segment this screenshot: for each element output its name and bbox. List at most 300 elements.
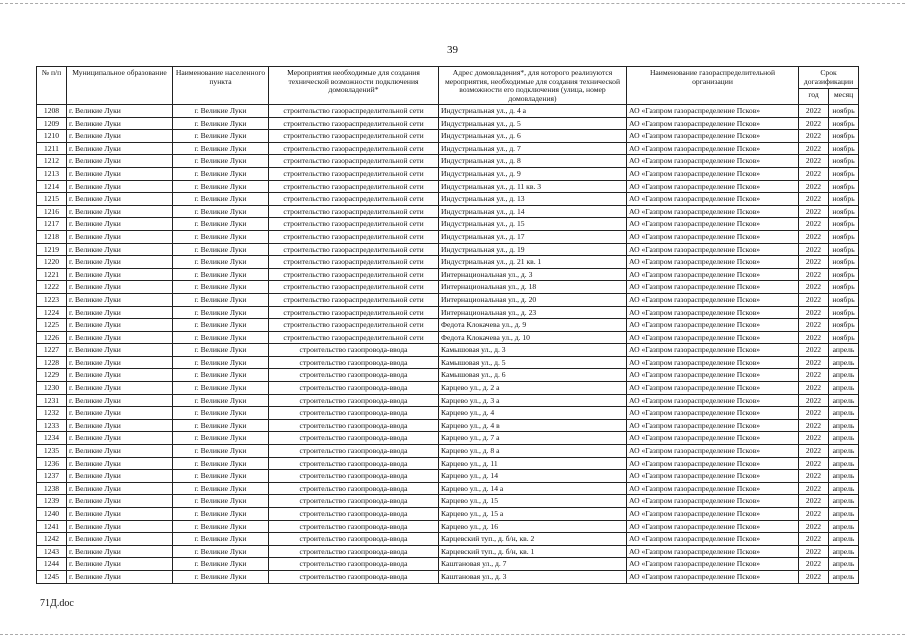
cell-address: Карцевский туп., д. б/н, кв. 2 <box>439 533 627 546</box>
cell-year: 2022 <box>799 508 829 521</box>
cell-settlement: г. Великие Луки <box>173 331 269 344</box>
cell-measures: строительство газопровода-ввода <box>269 382 439 395</box>
cell-municipality: г. Великие Луки <box>67 331 173 344</box>
cell-month: ноябрь <box>829 142 859 155</box>
cell-settlement: г. Великие Луки <box>173 218 269 231</box>
header-deadline: Срок догазификации <box>799 67 859 89</box>
cell-organization: АО «Газпром газораспределение Псков» <box>627 256 799 269</box>
cell-organization: АО «Газпром газораспределение Псков» <box>627 470 799 483</box>
cell-address: Карцево ул., д. 15 а <box>439 508 627 521</box>
cell-address: Индустриальная ул., д. 4 а <box>439 105 627 118</box>
cell-month: апрель <box>829 533 859 546</box>
cell-organization: АО «Газпром газораспределение Псков» <box>627 394 799 407</box>
scan-top-edge <box>0 3 905 4</box>
table-row <box>37 180 859 193</box>
cell-organization: АО «Газпром газораспределение Псков» <box>627 369 799 382</box>
cell-municipality: г. Великие Луки <box>67 394 173 407</box>
cell-num: 1221 <box>37 268 67 281</box>
cell-municipality: г. Великие Луки <box>67 218 173 231</box>
cell-year: 2022 <box>799 243 829 256</box>
cell-municipality: г. Великие Луки <box>67 293 173 306</box>
cell-organization: АО «Газпром газораспределение Псков» <box>627 545 799 558</box>
cell-measures: строительство газопровода-ввода <box>269 457 439 470</box>
cell-organization: АО «Газпром газораспределение Псков» <box>627 281 799 294</box>
cell-year: 2022 <box>799 344 829 357</box>
cell-measures: строительство газораспределительной сети <box>269 142 439 155</box>
cell-measures: строительство газораспределительной сети <box>269 293 439 306</box>
header-address: Адрес домовладения*, для которого реализуются мероприятия, необходимые для создания технической возможности его подключения (улица, номер домовладения) <box>439 67 627 105</box>
table-row <box>37 268 859 281</box>
cell-measures: строительство газопровода-ввода <box>269 520 439 533</box>
cell-month: апрель <box>829 508 859 521</box>
cell-settlement: г. Великие Луки <box>173 495 269 508</box>
cell-address: Карцево ул., д. 14 а <box>439 482 627 495</box>
cell-year: 2022 <box>799 558 829 571</box>
cell-year: 2022 <box>799 167 829 180</box>
cell-address: Индустриальная ул., д. 9 <box>439 167 627 180</box>
cell-year: 2022 <box>799 394 829 407</box>
cell-measures: строительство газопровода-ввода <box>269 419 439 432</box>
table-row <box>37 319 859 332</box>
cell-num: 1208 <box>37 105 67 118</box>
cell-month: ноябрь <box>829 130 859 143</box>
cell-settlement: г. Великие Луки <box>173 344 269 357</box>
cell-address: Карцево ул., д. 11 <box>439 457 627 470</box>
cell-organization: АО «Газпром газораспределение Псков» <box>627 570 799 583</box>
cell-month: ноябрь <box>829 256 859 269</box>
cell-measures: строительство газораспределительной сети <box>269 319 439 332</box>
cell-address: Каштановая ул., д. 7 <box>439 558 627 571</box>
cell-year: 2022 <box>799 319 829 332</box>
cell-year: 2022 <box>799 117 829 130</box>
table-row <box>37 117 859 130</box>
cell-year: 2022 <box>799 155 829 168</box>
cell-organization: АО «Газпром газораспределение Псков» <box>627 218 799 231</box>
cell-num: 1220 <box>37 256 67 269</box>
cell-municipality: г. Великие Луки <box>67 281 173 294</box>
cell-organization: АО «Газпром газораспределение Псков» <box>627 180 799 193</box>
cell-year: 2022 <box>799 193 829 206</box>
cell-settlement: г. Великие Луки <box>173 205 269 218</box>
cell-year: 2022 <box>799 445 829 458</box>
cell-address: Каштановая ул., д. 3 <box>439 570 627 583</box>
cell-settlement: г. Великие Луки <box>173 268 269 281</box>
cell-num: 1218 <box>37 230 67 243</box>
cell-municipality: г. Великие Луки <box>67 117 173 130</box>
cell-year: 2022 <box>799 142 829 155</box>
cell-municipality: г. Великие Луки <box>67 558 173 571</box>
table-row <box>37 306 859 319</box>
cell-municipality: г. Великие Луки <box>67 520 173 533</box>
cell-municipality: г. Великие Луки <box>67 508 173 521</box>
cell-municipality: г. Великие Луки <box>67 445 173 458</box>
cell-measures: строительство газопровода-ввода <box>269 356 439 369</box>
cell-municipality: г. Великие Луки <box>67 470 173 483</box>
cell-address: Карцево ул., д. 2 а <box>439 382 627 395</box>
cell-month: ноябрь <box>829 281 859 294</box>
cell-num: 1230 <box>37 382 67 395</box>
cell-num: 1216 <box>37 205 67 218</box>
cell-organization: АО «Газпром газораспределение Псков» <box>627 533 799 546</box>
cell-year: 2022 <box>799 205 829 218</box>
cell-organization: АО «Газпром газораспределение Псков» <box>627 432 799 445</box>
cell-num: 1227 <box>37 344 67 357</box>
table-row <box>37 457 859 470</box>
table-row <box>37 445 859 458</box>
table-row <box>37 105 859 118</box>
gasification-table <box>36 66 859 584</box>
cell-organization: АО «Газпром газораспределение Псков» <box>627 167 799 180</box>
cell-settlement: г. Великие Луки <box>173 230 269 243</box>
cell-municipality: г. Великие Луки <box>67 545 173 558</box>
cell-month: апрель <box>829 570 859 583</box>
cell-address: Карцево ул., д. 7 а <box>439 432 627 445</box>
cell-month: апрель <box>829 407 859 420</box>
cell-year: 2022 <box>799 495 829 508</box>
cell-municipality: г. Великие Луки <box>67 167 173 180</box>
cell-settlement: г. Великие Луки <box>173 130 269 143</box>
cell-measures: строительство газораспределительной сети <box>269 268 439 281</box>
cell-year: 2022 <box>799 218 829 231</box>
cell-num: 1210 <box>37 130 67 143</box>
file-name-footer: 71Д.doc <box>40 598 74 609</box>
cell-address: Карцево ул., д. 4 в <box>439 419 627 432</box>
cell-measures: строительство газораспределительной сети <box>269 130 439 143</box>
cell-num: 1214 <box>37 180 67 193</box>
table-row <box>37 130 859 143</box>
cell-num: 1224 <box>37 306 67 319</box>
cell-settlement: г. Великие Луки <box>173 432 269 445</box>
cell-organization: АО «Газпром газораспределение Псков» <box>627 230 799 243</box>
cell-measures: строительство газораспределительной сети <box>269 218 439 231</box>
cell-month: апрель <box>829 382 859 395</box>
cell-municipality: г. Великие Луки <box>67 457 173 470</box>
cell-num: 1229 <box>37 369 67 382</box>
cell-month: апрель <box>829 545 859 558</box>
cell-address: Камышовая ул., д. 3 <box>439 344 627 357</box>
cell-year: 2022 <box>799 457 829 470</box>
cell-settlement: г. Великие Луки <box>173 533 269 546</box>
cell-settlement: г. Великие Луки <box>173 457 269 470</box>
cell-num: 1243 <box>37 545 67 558</box>
cell-month: ноябрь <box>829 155 859 168</box>
table-row <box>37 558 859 571</box>
cell-measures: строительство газопровода-ввода <box>269 407 439 420</box>
cell-address: Карцево ул., д. 3 а <box>439 394 627 407</box>
cell-municipality: г. Великие Луки <box>67 356 173 369</box>
cell-address: Индустриальная ул., д. 15 <box>439 218 627 231</box>
table-row <box>37 482 859 495</box>
cell-month: ноябрь <box>829 306 859 319</box>
cell-municipality: г. Великие Луки <box>67 105 173 118</box>
cell-measures: строительство газопровода-ввода <box>269 495 439 508</box>
cell-address: Карцево ул., д. 4 <box>439 407 627 420</box>
cell-address: Федота Клокачева ул., д. 9 <box>439 319 627 332</box>
cell-month: ноябрь <box>829 331 859 344</box>
cell-year: 2022 <box>799 545 829 558</box>
cell-address: Карцево ул., д. 16 <box>439 520 627 533</box>
cell-num: 1232 <box>37 407 67 420</box>
cell-num: 1213 <box>37 167 67 180</box>
header-num: № п/п <box>37 67 67 105</box>
table-row <box>37 256 859 269</box>
cell-month: ноябрь <box>829 193 859 206</box>
cell-measures: строительство газораспределительной сети <box>269 117 439 130</box>
cell-settlement: г. Великие Луки <box>173 545 269 558</box>
cell-measures: строительство газораспределительной сети <box>269 105 439 118</box>
cell-organization: АО «Газпром газораспределение Псков» <box>627 482 799 495</box>
cell-measures: строительство газораспределительной сети <box>269 193 439 206</box>
cell-num: 1237 <box>37 470 67 483</box>
table-row <box>37 281 859 294</box>
cell-num: 1222 <box>37 281 67 294</box>
cell-municipality: г. Великие Луки <box>67 193 173 206</box>
cell-address: Карцево ул., д. 15 <box>439 495 627 508</box>
cell-settlement: г. Великие Луки <box>173 407 269 420</box>
cell-month: апрель <box>829 432 859 445</box>
cell-month: ноябрь <box>829 105 859 118</box>
cell-num: 1219 <box>37 243 67 256</box>
cell-settlement: г. Великие Луки <box>173 482 269 495</box>
cell-settlement: г. Великие Луки <box>173 306 269 319</box>
cell-measures: строительство газораспределительной сети <box>269 281 439 294</box>
table-row <box>37 293 859 306</box>
cell-num: 1231 <box>37 394 67 407</box>
header-municipality: Муниципальное образование <box>67 67 173 105</box>
cell-settlement: г. Великие Луки <box>173 356 269 369</box>
cell-month: ноябрь <box>829 230 859 243</box>
header-month: месяц <box>829 89 859 105</box>
cell-measures: строительство газопровода-ввода <box>269 570 439 583</box>
cell-organization: АО «Газпром газораспределение Псков» <box>627 105 799 118</box>
cell-municipality: г. Великие Луки <box>67 382 173 395</box>
cell-organization: АО «Газпром газораспределение Псков» <box>627 356 799 369</box>
cell-organization: АО «Газпром газораспределение Псков» <box>627 382 799 395</box>
cell-month: апрель <box>829 344 859 357</box>
cell-measures: строительство газораспределительной сети <box>269 155 439 168</box>
table-row <box>37 193 859 206</box>
cell-settlement: г. Великие Луки <box>173 394 269 407</box>
cell-municipality: г. Великие Луки <box>67 495 173 508</box>
cell-municipality: г. Великие Луки <box>67 205 173 218</box>
cell-measures: строительство газопровода-ввода <box>269 533 439 546</box>
cell-measures: строительство газораспределительной сети <box>269 167 439 180</box>
cell-organization: АО «Газпром газораспределение Псков» <box>627 319 799 332</box>
cell-municipality: г. Великие Луки <box>67 319 173 332</box>
cell-municipality: г. Великие Луки <box>67 268 173 281</box>
cell-num: 1211 <box>37 142 67 155</box>
cell-address: Интернациональная ул., д. 18 <box>439 281 627 294</box>
cell-num: 1238 <box>37 482 67 495</box>
cell-address: Карцево ул., д. 8 а <box>439 445 627 458</box>
cell-organization: АО «Газпром газораспределение Псков» <box>627 419 799 432</box>
cell-settlement: г. Великие Луки <box>173 293 269 306</box>
cell-municipality: г. Великие Луки <box>67 407 173 420</box>
header-year: год <box>799 89 829 105</box>
cell-municipality: г. Великие Луки <box>67 142 173 155</box>
cell-municipality: г. Великие Луки <box>67 482 173 495</box>
table-row <box>37 167 859 180</box>
table-row <box>37 142 859 155</box>
cell-organization: АО «Газпром газораспределение Псков» <box>627 130 799 143</box>
cell-address: Камышовая ул., д. 5 <box>439 356 627 369</box>
table-row <box>37 407 859 420</box>
cell-address: Федота Клокачева ул., д. 10 <box>439 331 627 344</box>
cell-year: 2022 <box>799 520 829 533</box>
cell-measures: строительство газопровода-ввода <box>269 344 439 357</box>
cell-month: апрель <box>829 457 859 470</box>
cell-settlement: г. Великие Луки <box>173 319 269 332</box>
scan-bottom-edge <box>0 634 905 635</box>
cell-settlement: г. Великие Луки <box>173 470 269 483</box>
cell-year: 2022 <box>799 407 829 420</box>
cell-address: Карцевский туп., д. б/н, кв. 1 <box>439 545 627 558</box>
cell-year: 2022 <box>799 180 829 193</box>
cell-organization: АО «Газпром газораспределение Псков» <box>627 293 799 306</box>
cell-month: апрель <box>829 419 859 432</box>
cell-settlement: г. Великие Луки <box>173 142 269 155</box>
table-header <box>37 67 859 105</box>
cell-measures: строительство газопровода-ввода <box>269 470 439 483</box>
cell-organization: АО «Газпром газораспределение Псков» <box>627 495 799 508</box>
cell-month: апрель <box>829 394 859 407</box>
cell-num: 1212 <box>37 155 67 168</box>
cell-settlement: г. Великие Луки <box>173 117 269 130</box>
cell-settlement: г. Великие Луки <box>173 508 269 521</box>
cell-num: 1215 <box>37 193 67 206</box>
cell-month: апрель <box>829 520 859 533</box>
cell-settlement: г. Великие Луки <box>173 167 269 180</box>
cell-measures: строительство газопровода-ввода <box>269 558 439 571</box>
table-row <box>37 243 859 256</box>
cell-num: 1217 <box>37 218 67 231</box>
table-row <box>37 230 859 243</box>
cell-municipality: г. Великие Луки <box>67 155 173 168</box>
cell-year: 2022 <box>799 293 829 306</box>
cell-settlement: г. Великие Луки <box>173 243 269 256</box>
cell-organization: АО «Газпром газораспределение Псков» <box>627 117 799 130</box>
cell-month: ноябрь <box>829 117 859 130</box>
table-row <box>37 344 859 357</box>
cell-measures: строительство газораспределительной сети <box>269 331 439 344</box>
cell-num: 1228 <box>37 356 67 369</box>
cell-month: апрель <box>829 356 859 369</box>
cell-measures: строительство газопровода-ввода <box>269 432 439 445</box>
table-row <box>37 495 859 508</box>
table-row <box>37 218 859 231</box>
cell-settlement: г. Великие Луки <box>173 520 269 533</box>
cell-year: 2022 <box>799 230 829 243</box>
cell-organization: АО «Газпром газораспределение Псков» <box>627 407 799 420</box>
cell-month: ноябрь <box>829 293 859 306</box>
table-row <box>37 520 859 533</box>
cell-num: 1233 <box>37 419 67 432</box>
cell-organization: АО «Газпром газораспределение Псков» <box>627 508 799 521</box>
cell-measures: строительство газопровода-ввода <box>269 545 439 558</box>
cell-organization: АО «Газпром газораспределение Псков» <box>627 344 799 357</box>
cell-address: Индустриальная ул., д. 17 <box>439 230 627 243</box>
cell-month: апрель <box>829 369 859 382</box>
cell-measures: строительство газопровода-ввода <box>269 394 439 407</box>
cell-month: ноябрь <box>829 268 859 281</box>
cell-municipality: г. Великие Луки <box>67 344 173 357</box>
cell-measures: строительство газораспределительной сети <box>269 205 439 218</box>
cell-num: 1225 <box>37 319 67 332</box>
table-row <box>37 394 859 407</box>
table-row <box>37 382 859 395</box>
cell-month: апрель <box>829 470 859 483</box>
cell-month: ноябрь <box>829 319 859 332</box>
cell-municipality: г. Великие Луки <box>67 130 173 143</box>
table-row <box>37 508 859 521</box>
table-row <box>37 419 859 432</box>
cell-organization: АО «Газпром газораспределение Псков» <box>627 268 799 281</box>
cell-year: 2022 <box>799 432 829 445</box>
table-row <box>37 356 859 369</box>
cell-num: 1240 <box>37 508 67 521</box>
cell-num: 1239 <box>37 495 67 508</box>
cell-organization: АО «Газпром газораспределение Псков» <box>627 331 799 344</box>
cell-address: Карцево ул., д. 14 <box>439 470 627 483</box>
cell-month: ноябрь <box>829 180 859 193</box>
table-row <box>37 470 859 483</box>
cell-measures: строительство газораспределительной сети <box>269 256 439 269</box>
cell-organization: АО «Газпром газораспределение Псков» <box>627 520 799 533</box>
cell-address: Интернациональная ул., д. 23 <box>439 306 627 319</box>
cell-settlement: г. Великие Луки <box>173 570 269 583</box>
cell-year: 2022 <box>799 369 829 382</box>
cell-year: 2022 <box>799 268 829 281</box>
cell-settlement: г. Великие Луки <box>173 369 269 382</box>
cell-organization: АО «Газпром газораспределение Псков» <box>627 155 799 168</box>
table-row <box>37 533 859 546</box>
cell-year: 2022 <box>799 331 829 344</box>
cell-year: 2022 <box>799 470 829 483</box>
cell-year: 2022 <box>799 419 829 432</box>
cell-municipality: г. Великие Луки <box>67 570 173 583</box>
cell-year: 2022 <box>799 533 829 546</box>
cell-num: 1209 <box>37 117 67 130</box>
cell-settlement: г. Великие Луки <box>173 558 269 571</box>
cell-year: 2022 <box>799 130 829 143</box>
cell-month: ноябрь <box>829 205 859 218</box>
table-row <box>37 432 859 445</box>
page-number: 39 <box>447 44 458 56</box>
cell-measures: строительство газопровода-ввода <box>269 508 439 521</box>
cell-address: Индустриальная ул., д. 13 <box>439 193 627 206</box>
header-settlement: Наименование населенного пункта <box>173 67 269 105</box>
cell-num: 1223 <box>37 293 67 306</box>
cell-num: 1245 <box>37 570 67 583</box>
cell-num: 1242 <box>37 533 67 546</box>
cell-municipality: г. Великие Луки <box>67 369 173 382</box>
cell-address: Индустриальная ул., д. 5 <box>439 117 627 130</box>
cell-year: 2022 <box>799 356 829 369</box>
cell-month: ноябрь <box>829 243 859 256</box>
cell-measures: строительство газораспределительной сети <box>269 230 439 243</box>
cell-num: 1234 <box>37 432 67 445</box>
cell-settlement: г. Великие Луки <box>173 155 269 168</box>
cell-settlement: г. Великие Луки <box>173 180 269 193</box>
cell-settlement: г. Великие Луки <box>173 419 269 432</box>
cell-month: апрель <box>829 558 859 571</box>
table-body <box>37 105 859 584</box>
cell-municipality: г. Великие Луки <box>67 256 173 269</box>
cell-organization: АО «Газпром газораспределение Псков» <box>627 445 799 458</box>
cell-year: 2022 <box>799 382 829 395</box>
table-row <box>37 205 859 218</box>
cell-address: Индустриальная ул., д. 6 <box>439 130 627 143</box>
